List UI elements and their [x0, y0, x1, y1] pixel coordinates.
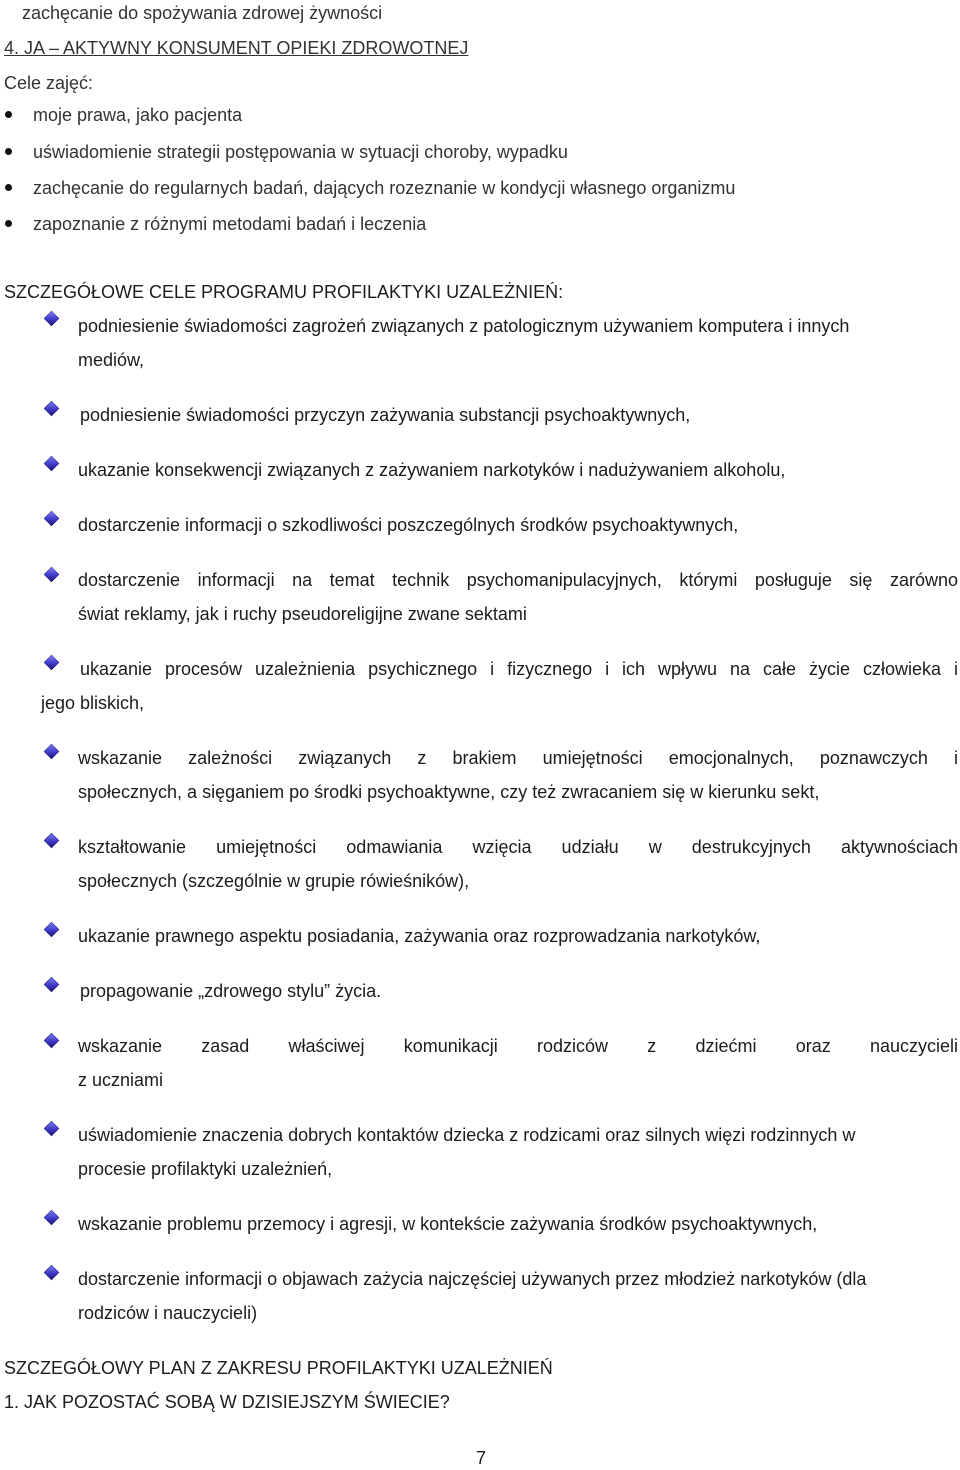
list-item: zapoznanie z różnymi metodami badań i leczenia — [33, 214, 427, 234]
diamond-bullet-icon — [44, 1033, 60, 1049]
list-item: ukazanie prawnego aspektu posiadania, zażywania oraz rozprowadzania narkotyków, — [78, 926, 761, 946]
list-item-continuation: rodziców i nauczycieli) — [78, 1303, 258, 1323]
diamond-bullet-icon — [44, 977, 60, 993]
list-item: moje prawa, jako pacjenta — [33, 105, 243, 125]
section-heading: 4. JA – AKTYWNY KONSUMENT OPIEKI ZDROWOTNEJ — [4, 38, 469, 58]
diamond-bullet-icon — [44, 311, 60, 327]
bullet-dot-icon — [5, 184, 12, 191]
subsection-heading: 1. JAK POZOSTAĆ SOBĄ W DZISIEJSZYM ŚWIECIE? — [4, 1392, 450, 1412]
diamond-bullet-icon — [44, 1121, 60, 1137]
section-heading: SZCZEGÓŁOWY PLAN Z ZAKRESU PROFILAKTYKI UZALEŻNIEŃ — [4, 1358, 553, 1378]
diamond-bullet-icon — [44, 456, 60, 472]
diamond-bullet-icon — [44, 833, 60, 849]
list-item-continuation: społecznych (szczególnie w grupie rówieśników), — [78, 871, 470, 891]
list-item-continuation: mediów, — [78, 350, 145, 370]
list-item: ukazanie konsekwencji związanych z zażywaniem narkotyków i nadużywaniem alkoholu, — [78, 460, 786, 480]
page-number: 7 — [476, 1448, 487, 1468]
list-item: dostarczenie informacji o szkodliwości poszczególnych środków psychoaktywnych, — [78, 515, 739, 535]
list-item: dostarczenie informacji na temat technik psychomanipulacyjnych, którymi posługuje się zarówno — [78, 570, 958, 590]
diamond-bullet-icon — [44, 744, 60, 760]
bullet-dot-icon — [5, 148, 12, 155]
diamond-bullet-icon — [44, 1265, 60, 1281]
list-item: kształtowanie umiejętności odmawiania wzięcia udziału w destrukcyjnych aktywnościach — [78, 837, 958, 857]
diamond-bullet-icon — [44, 401, 60, 417]
list-item: podniesienie świadomości zagrożeń związanych z patologicznym używaniem komputera i innych — [78, 316, 850, 336]
bullet-dot-icon — [5, 220, 12, 227]
list-item-continuation: z uczniami — [78, 1070, 164, 1090]
diamond-bullet-icon — [44, 922, 60, 938]
diamond-bullet-icon — [44, 567, 60, 583]
list-item: zachęcanie do regularnych badań, dających rozeznanie w kondycji własnego organizmu — [33, 178, 736, 198]
list-item: uświadomienie znaczenia dobrych kontaktów dziecka z rodzicami oraz silnych więzi rodzinnych w — [78, 1125, 856, 1145]
list-item: uświadomienie strategii postępowania w sytuacji choroby, wypadku — [33, 142, 568, 162]
diamond-bullet-icon — [44, 655, 60, 671]
list-item: propagowanie „zdrowego stylu” życia. — [80, 981, 382, 1001]
list-item-continuation: świat reklamy, jak i ruchy pseudoreligijne zwane sektami — [78, 604, 527, 624]
list-item: dostarczenie informacji o objawach zażycia najczęściej używanych przez młodzież narkotyków (dla — [78, 1269, 867, 1289]
goals-label: Cele zajęć: — [4, 73, 94, 93]
bullet-dot-icon — [5, 111, 12, 118]
section-heading: SZCZEGÓŁOWE CELE PROGRAMU PROFILAKTYKI UZALEŻNIEŃ: — [4, 282, 564, 302]
list-item: podniesienie świadomości przyczyn zażywania substancji psychoaktywnych, — [80, 405, 691, 425]
list-item-continuation: społecznych, a sięganiem po środki psychoaktywne, czy też zwracaniem się w kierunku sekt, — [78, 782, 820, 802]
list-item: wskazanie zależności związanych z brakiem umiejętności emocjonalnych, poznawczych i — [78, 748, 958, 768]
list-item-continuation: procesie profilaktyki uzależnień, — [78, 1159, 333, 1179]
text-line: zachęcanie do spożywania zdrowej żywności — [22, 3, 383, 23]
list-item-continuation: jego bliskich, — [41, 693, 145, 713]
diamond-bullet-icon — [44, 1210, 60, 1226]
list-item: wskazanie zasad właściwej komunikacji rodziców z dziećmi oraz nauczycieli — [78, 1036, 958, 1056]
diamond-bullet-icon — [44, 511, 60, 527]
list-item: ukazanie procesów uzależnienia psychicznego i fizycznego i ich wpływu na całe życie człowieka i — [80, 659, 958, 679]
list-item: wskazanie problemu przemocy i agresji, w kontekście zażywania środków psychoaktywnych, — [78, 1214, 818, 1234]
